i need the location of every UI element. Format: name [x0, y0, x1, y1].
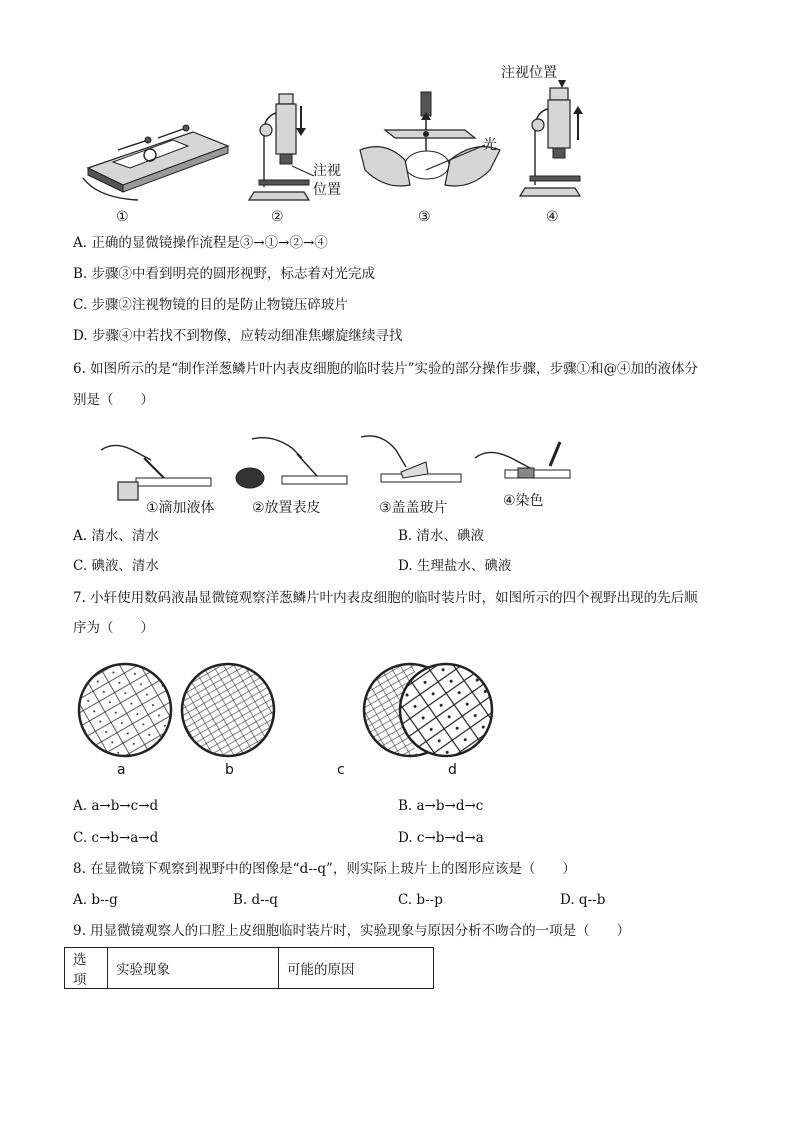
- q6-option-d: D. 生理盐水、碘液: [398, 558, 512, 574]
- field-label-b: b: [225, 762, 234, 778]
- q8-option-b: B. d--q: [233, 892, 278, 908]
- q7-option-d: D. c→b→d→a: [398, 830, 484, 846]
- q7-option-b: B. a→b→d→c: [398, 798, 484, 814]
- q7-stem-line-1: 7. 小轩使用数码液晶显微镜观察洋葱鳞片叶内表皮细胞的临时装片时，如图所示的四个视野出现的先后顺: [73, 590, 698, 606]
- step-stain-drawing: [470, 438, 590, 498]
- light-label: 光: [483, 137, 497, 153]
- watch-position-top: 注视位置: [501, 65, 557, 81]
- step-label-2: ②: [271, 209, 284, 225]
- q9-header-option: 选项: [65, 948, 108, 989]
- q7-option-c: C. c→b→a→d: [73, 830, 159, 846]
- q6-stem-line-2: 别是（ ）: [73, 392, 154, 408]
- q5-option-d: D. 步骤④中若找不到物像，应转动细准焦螺旋继续寻找: [73, 328, 403, 344]
- table-row: [65, 948, 434, 989]
- field-b: [182, 664, 274, 756]
- q5-option-b: B. 步骤③中看到明亮的圆形视野，标志着对光完成: [73, 266, 376, 282]
- field-label-d: d: [448, 762, 457, 778]
- stage-drawing: [78, 110, 238, 200]
- step-stain-label: ④染色: [503, 493, 544, 509]
- q7-option-a: A. a→b→c→d: [73, 798, 159, 814]
- q9-header-cause: 可能的原因: [279, 948, 434, 989]
- step-place-peel-label: ②放置表皮: [252, 500, 321, 516]
- q7-stem-line-2: 序为（ ）: [73, 620, 154, 636]
- watch-position-side-2: 位置: [313, 182, 341, 198]
- microscope-lowering-drawing: [244, 92, 324, 202]
- q6-option-c: C. 碘液、清水: [73, 558, 159, 574]
- step-cover-slip-drawing: [356, 432, 466, 492]
- step-label-4: ④: [546, 209, 559, 225]
- q8-option-c: C. b--p: [398, 892, 443, 908]
- microscope-raising-drawing: [520, 80, 600, 200]
- step-cover-slip-label: ③盖盖玻片: [379, 500, 448, 516]
- q9-table: [64, 947, 434, 989]
- field-d-drawing: [396, 660, 496, 760]
- q8-stem: 8. 在显微镜下观察到视野中的图像是“d--q”，则实际上玻片上的图形应该是（ ）: [73, 861, 576, 877]
- q9-header-phenomenon: 实验现象: [108, 948, 279, 989]
- watch-position-side-1: 注视: [313, 163, 341, 179]
- step-drop-liquid-label: ①滴加液体: [146, 500, 215, 516]
- q5-option-a: A. 正确的显微镜操作流程是③→①→②→④: [73, 235, 328, 251]
- q6-option-b: B. 清水、碘液: [398, 528, 485, 544]
- q6-option-a: A. 清水、清水: [73, 528, 159, 544]
- step-label-1: ①: [116, 209, 129, 225]
- step-drop-liquid-drawing: [96, 440, 216, 500]
- q8-option-d: D. q--b: [560, 892, 606, 908]
- step-label-3: ③: [418, 209, 431, 225]
- field-label-c: c: [337, 762, 345, 778]
- step-place-peel-drawing: [232, 434, 352, 494]
- q8-option-a: A. b--g: [73, 892, 118, 908]
- q9-stem: 9. 用显微镜观察人的口腔上皮细胞临时装片时，实验现象与原因分析不吻合的一项是（ ）: [73, 923, 631, 939]
- q5-option-c: C. 步骤②注视物镜的目的是防止物镜压碎玻片: [73, 297, 348, 313]
- q6-stem-line-1: 6. 如图所示的是“制作洋葱鳞片叶内表皮细胞的临时装片”实验的部分操作步骤，步骤①和@④加的液体分: [73, 361, 698, 377]
- field-label-a: a: [117, 762, 126, 778]
- field-a: [79, 664, 171, 756]
